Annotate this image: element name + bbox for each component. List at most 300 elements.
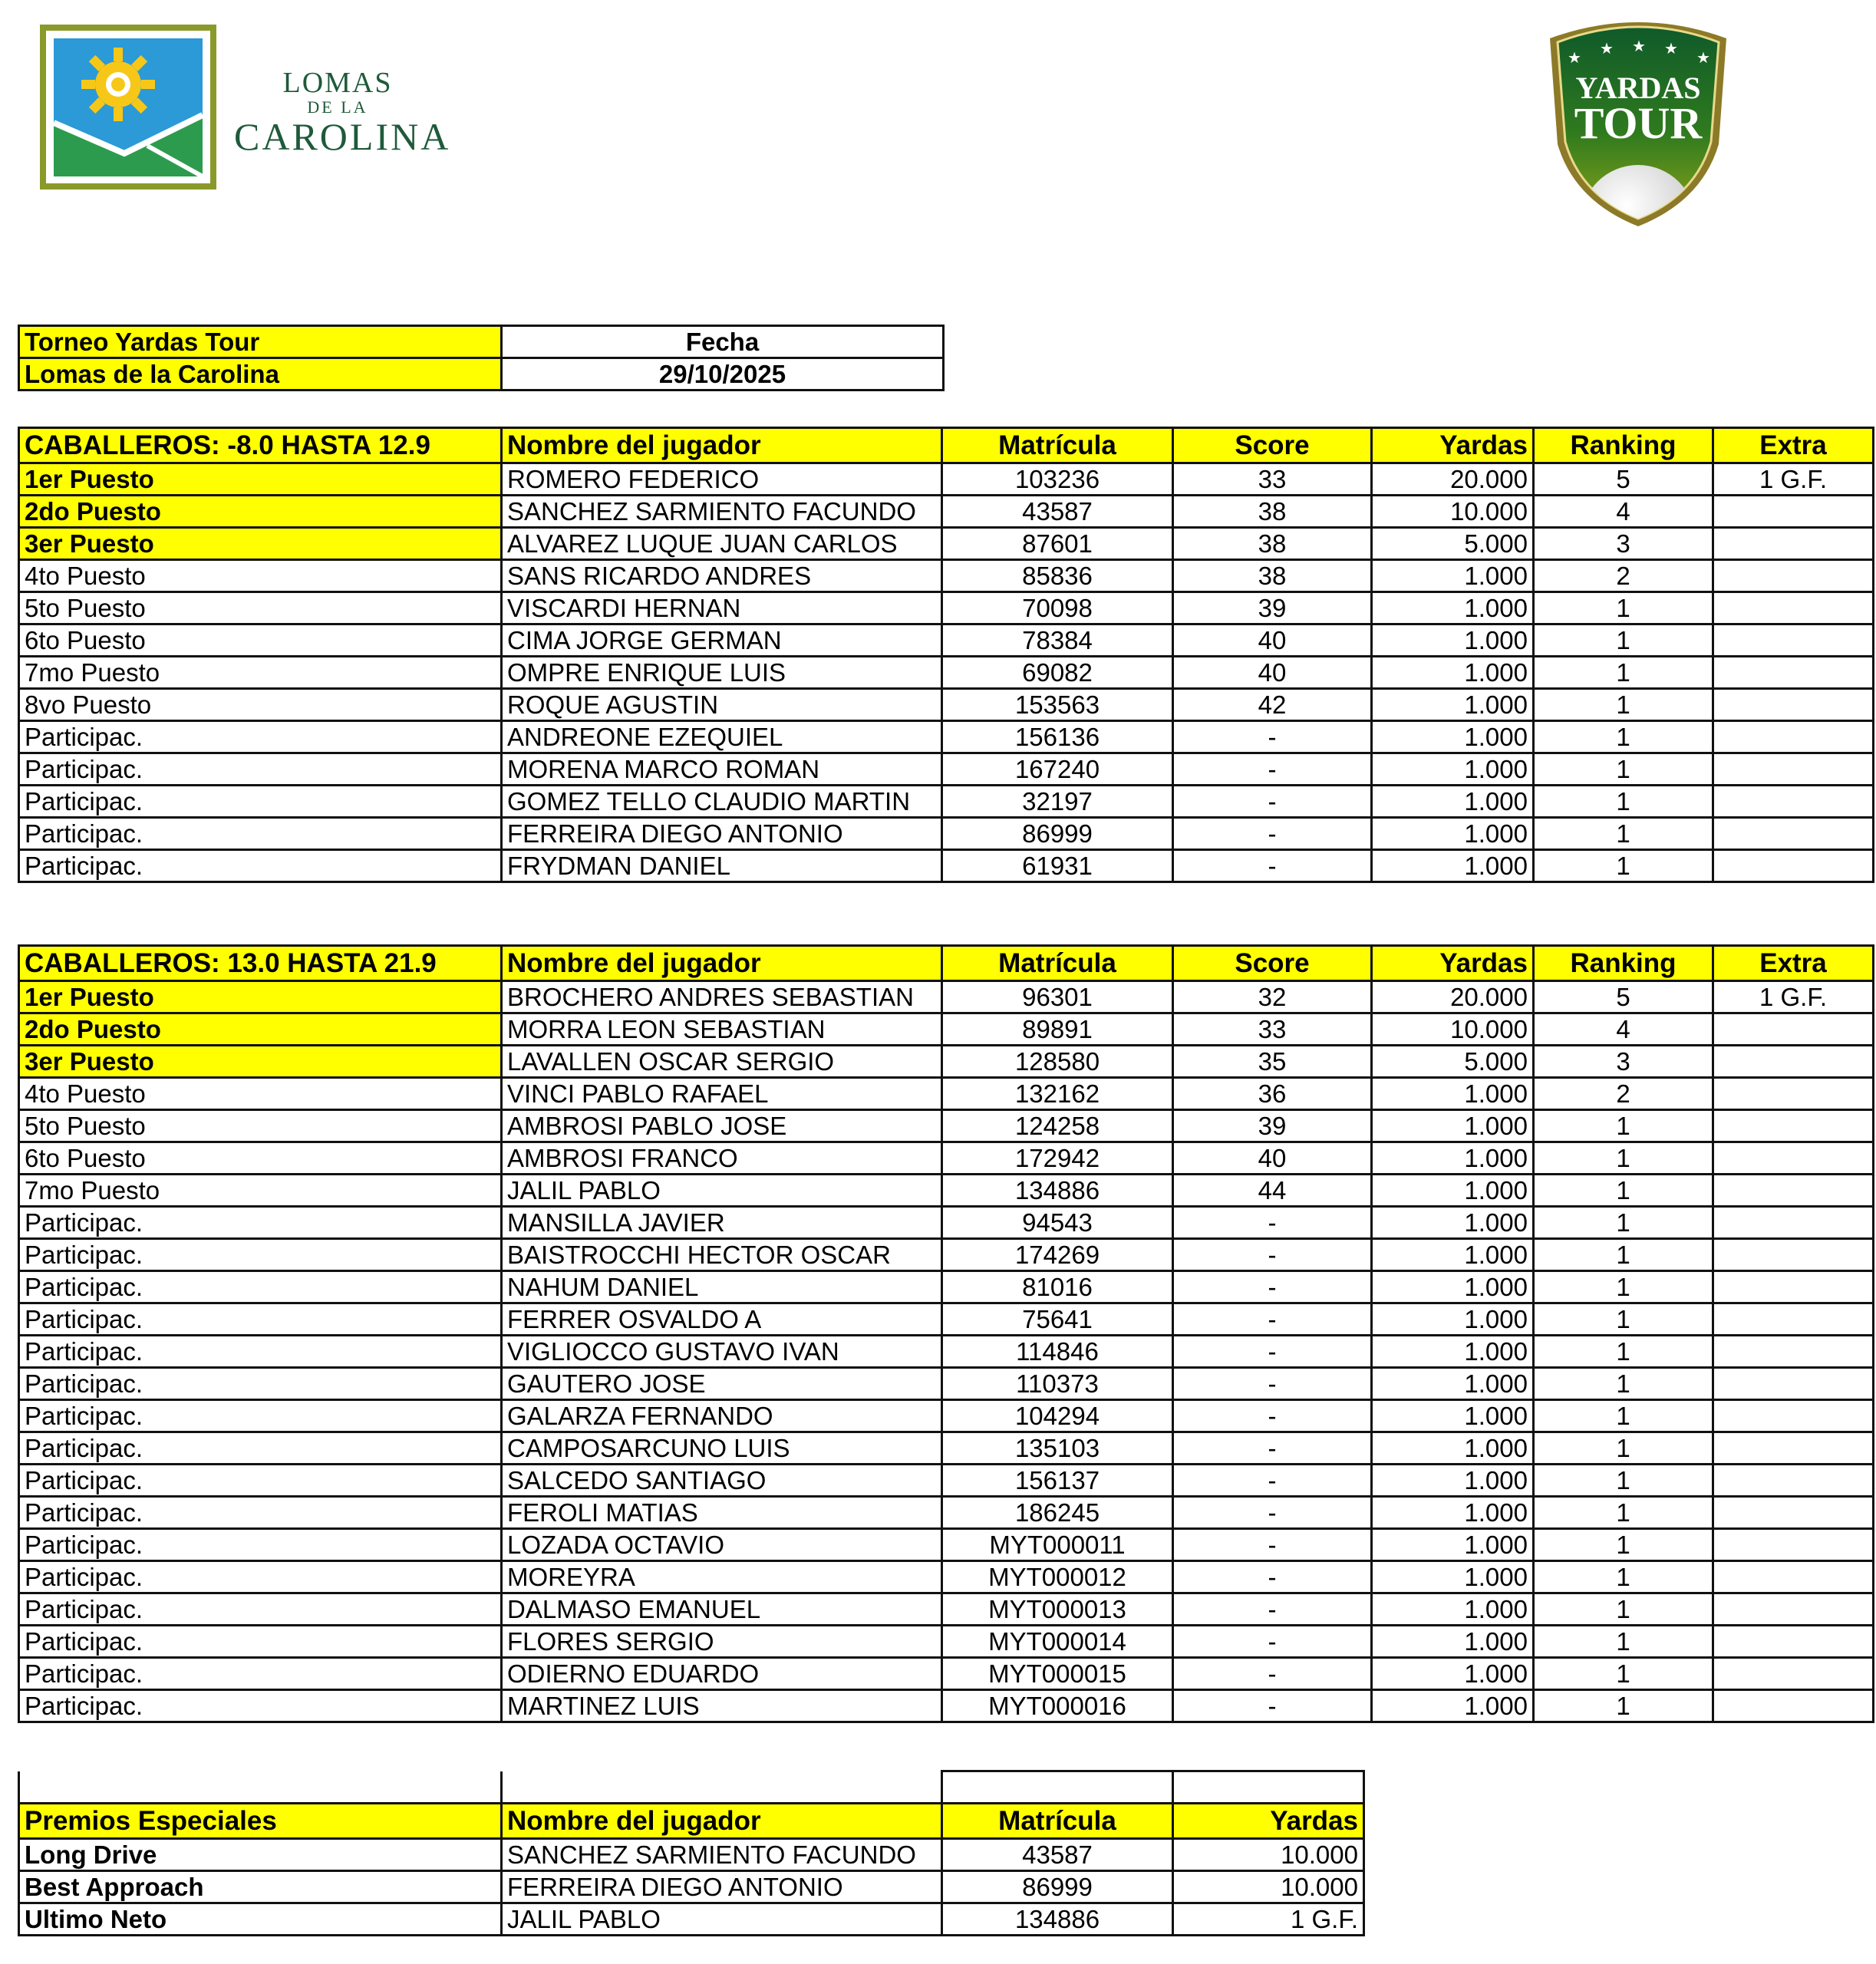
player-score: 38 (1173, 528, 1372, 560)
player-name: VIGLIOCCO GUSTAVO IVAN (502, 1336, 942, 1368)
player-score: 38 (1173, 496, 1372, 528)
player-score: 40 (1173, 1142, 1372, 1175)
player-extra (1713, 818, 1874, 850)
table-row (19, 1078, 1874, 1110)
player-name: ODIERNO EDUARDO (502, 1658, 942, 1690)
player-yardas: 1.000 (1372, 1368, 1534, 1400)
prize-name: Best Approach (19, 1871, 502, 1903)
prize-yardas: 10.000 (1173, 1839, 1364, 1871)
player-ranking: 1 (1534, 1529, 1713, 1561)
table-row (19, 1626, 1874, 1658)
position-label: 8vo Puesto (19, 689, 502, 721)
player-extra (1713, 1690, 1874, 1722)
tournament-header-table (18, 325, 945, 391)
prize-yardas: 10.000 (1173, 1871, 1364, 1903)
player-yardas: 1.000 (1372, 786, 1534, 818)
position-label: 2do Puesto (19, 1013, 502, 1046)
player-matricula: 61931 (942, 850, 1173, 882)
position-label: Participac. (19, 1271, 502, 1303)
player-name: JALIL PABLO (502, 1175, 942, 1207)
player-extra (1713, 1561, 1874, 1593)
player-extra (1713, 1303, 1874, 1336)
player-yardas: 1.000 (1372, 1690, 1534, 1722)
player-matricula: 85836 (942, 560, 1173, 592)
prize-name: Long Drive (19, 1839, 502, 1871)
spacer-cell (19, 1771, 502, 1804)
player-name: FERREIRA DIEGO ANTONIO (502, 1871, 942, 1903)
player-ranking: 1 (1534, 1142, 1713, 1175)
position-label: 7mo Puesto (19, 657, 502, 689)
svg-text:★: ★ (1568, 50, 1581, 67)
player-extra (1713, 528, 1874, 560)
player-yardas: 1.000 (1372, 1561, 1534, 1593)
prize-name: Ultimo Neto (19, 1903, 502, 1936)
table-row (19, 1400, 1874, 1432)
table-row (19, 1303, 1874, 1336)
col-header-matricula: Matrícula (942, 1804, 1173, 1839)
player-matricula: 94543 (942, 1207, 1173, 1239)
player-score: 38 (1173, 560, 1372, 592)
golf-ball-shield-logo-icon (1527, 8, 1749, 230)
player-extra (1713, 1013, 1874, 1046)
player-yardas: 1.000 (1372, 1465, 1534, 1497)
player-name: BROCHERO ANDRES SEBASTIAN (502, 981, 942, 1013)
player-name: GOMEZ TELLO CLAUDIO MARTIN (502, 786, 942, 818)
player-ranking: 1 (1534, 818, 1713, 850)
player-extra (1713, 1497, 1874, 1529)
player-name: LAVALLEN OSCAR SERGIO (502, 1046, 942, 1078)
player-matricula: 43587 (942, 496, 1173, 528)
spacer-row (19, 1771, 1364, 1804)
player-ranking: 1 (1534, 1593, 1713, 1626)
logo-line-2: DE LA (307, 97, 368, 117)
player-yardas: 1.000 (1372, 1078, 1534, 1110)
player-name: FERRER OSVALDO A (502, 1303, 942, 1336)
position-label: 5to Puesto (19, 1110, 502, 1142)
svg-text:★: ★ (1696, 50, 1710, 67)
player-ranking: 1 (1534, 1110, 1713, 1142)
table-row (19, 1046, 1874, 1078)
player-matricula: 156137 (942, 1465, 1173, 1497)
position-label: Participac. (19, 1593, 502, 1626)
col-header-score: Score (1173, 428, 1372, 463)
position-label: 7mo Puesto (19, 1175, 502, 1207)
player-yardas: 1.000 (1372, 689, 1534, 721)
player-name: BAISTROCCHI HECTOR OSCAR (502, 1239, 942, 1271)
player-score: - (1173, 721, 1372, 753)
player-yardas: 1.000 (1372, 1432, 1534, 1465)
player-score: - (1173, 1239, 1372, 1271)
table-row (19, 818, 1874, 850)
player-ranking: 1 (1534, 1368, 1713, 1400)
table-row (19, 1497, 1874, 1529)
table-row (19, 753, 1874, 786)
special-prize-row (19, 1871, 1364, 1903)
player-score: - (1173, 850, 1372, 882)
player-extra (1713, 657, 1874, 689)
player-matricula: MYT000011 (942, 1529, 1173, 1561)
player-ranking: 5 (1534, 463, 1713, 496)
player-name: FLORES SERGIO (502, 1626, 942, 1658)
player-ranking: 1 (1534, 1271, 1713, 1303)
table-row (19, 1368, 1874, 1400)
player-score: - (1173, 753, 1372, 786)
player-name: MANSILLA JAVIER (502, 1207, 942, 1239)
player-name: FRYDMAN DANIEL (502, 850, 942, 882)
player-matricula: 86999 (942, 1871, 1173, 1903)
player-extra (1713, 592, 1874, 624)
position-label: Participac. (19, 1432, 502, 1465)
player-score: - (1173, 1336, 1372, 1368)
svg-text:★: ★ (1632, 38, 1646, 55)
player-matricula: 134886 (942, 1175, 1173, 1207)
player-name: LOZADA OCTAVIO (502, 1529, 942, 1561)
position-label: Participac. (19, 818, 502, 850)
player-matricula: 103236 (942, 463, 1173, 496)
position-label: Participac. (19, 1690, 502, 1722)
player-yardas: 1.000 (1372, 624, 1534, 657)
table-row (19, 1658, 1874, 1690)
player-yardas: 1.000 (1372, 1593, 1534, 1626)
player-yardas: 1.000 (1372, 1658, 1534, 1690)
player-name: OMPRE ENRIQUE LUIS (502, 657, 942, 689)
player-extra (1713, 1432, 1874, 1465)
player-score: - (1173, 1368, 1372, 1400)
player-name: MORENA MARCO ROMAN (502, 753, 942, 786)
player-ranking: 1 (1534, 1497, 1713, 1529)
player-score: 35 (1173, 1046, 1372, 1078)
player-matricula: 174269 (942, 1239, 1173, 1271)
player-score: 33 (1173, 463, 1372, 496)
player-name: JALIL PABLO (502, 1903, 942, 1936)
player-ranking: 4 (1534, 496, 1713, 528)
player-name: VINCI PABLO RAFAEL (502, 1078, 942, 1110)
position-label: Participac. (19, 721, 502, 753)
logo-line-1: LOMAS (282, 67, 393, 99)
table-row (19, 560, 1874, 592)
player-extra (1713, 1207, 1874, 1239)
player-extra (1713, 1142, 1874, 1175)
player-yardas: 10.000 (1372, 1013, 1534, 1046)
player-matricula: 132162 (942, 1078, 1173, 1110)
table-header-row (19, 428, 1874, 463)
player-ranking: 1 (1534, 689, 1713, 721)
table-row (19, 1336, 1874, 1368)
player-score: - (1173, 818, 1372, 850)
position-label: Participac. (19, 1497, 502, 1529)
player-name: NAHUM DANIEL (502, 1271, 942, 1303)
table-row (19, 689, 1874, 721)
position-label: Participac. (19, 1626, 502, 1658)
player-extra (1713, 1078, 1874, 1110)
player-score: - (1173, 1465, 1372, 1497)
player-matricula: 78384 (942, 624, 1173, 657)
player-score: - (1173, 1626, 1372, 1658)
table-row (19, 1561, 1874, 1593)
yardas-logo-line-1: YARDAS (1575, 71, 1701, 105)
player-name: MORRA LEON SEBASTIAN (502, 1013, 942, 1046)
player-yardas: 5.000 (1372, 528, 1534, 560)
player-matricula: 104294 (942, 1400, 1173, 1432)
player-yardas: 1.000 (1372, 818, 1534, 850)
player-score: - (1173, 1207, 1372, 1239)
player-yardas: 1.000 (1372, 592, 1534, 624)
player-score: - (1173, 1529, 1372, 1561)
player-matricula: 114846 (942, 1336, 1173, 1368)
spacer-cell (502, 1771, 942, 1804)
special-prize-row (19, 1903, 1364, 1936)
special-prizes-title: Premios Especiales (19, 1804, 502, 1839)
player-name: FEROLI MATIAS (502, 1497, 942, 1529)
player-yardas: 1.000 (1372, 1271, 1534, 1303)
table-row (19, 624, 1874, 657)
player-extra (1713, 721, 1874, 753)
player-extra (1713, 1465, 1874, 1497)
position-label: Participac. (19, 1561, 502, 1593)
player-yardas: 20.000 (1372, 981, 1534, 1013)
player-extra (1713, 753, 1874, 786)
player-matricula: MYT000015 (942, 1658, 1173, 1690)
player-score: 42 (1173, 689, 1372, 721)
player-ranking: 1 (1534, 1207, 1713, 1239)
lomas-logo-wordmark (234, 67, 451, 158)
player-extra (1713, 1658, 1874, 1690)
spacer-cell (942, 1771, 1173, 1804)
position-label: Participac. (19, 1368, 502, 1400)
player-matricula: 124258 (942, 1110, 1173, 1142)
position-label: Participac. (19, 786, 502, 818)
player-matricula: MYT000014 (942, 1626, 1173, 1658)
player-ranking: 1 (1534, 850, 1713, 882)
table-row (19, 1271, 1874, 1303)
player-yardas: 1.000 (1372, 1239, 1534, 1271)
logo-line-3: CAROLINA (234, 115, 451, 158)
player-matricula: MYT000013 (942, 1593, 1173, 1626)
player-ranking: 1 (1534, 1626, 1713, 1658)
table-row (19, 1432, 1874, 1465)
player-matricula: 89891 (942, 1013, 1173, 1046)
player-yardas: 1.000 (1372, 1207, 1534, 1239)
player-matricula: 153563 (942, 689, 1173, 721)
player-yardas: 1.000 (1372, 1303, 1534, 1336)
player-ranking: 1 (1534, 657, 1713, 689)
position-label: Participac. (19, 1658, 502, 1690)
position-label: Participac. (19, 1529, 502, 1561)
position-label: 5to Puesto (19, 592, 502, 624)
position-label: Participac. (19, 850, 502, 882)
position-label: 1er Puesto (19, 981, 502, 1013)
player-yardas: 1.000 (1372, 721, 1534, 753)
tournament-name: Torneo Yardas Tour (19, 326, 502, 358)
player-yardas: 1.000 (1372, 560, 1534, 592)
player-extra (1713, 1336, 1874, 1368)
player-matricula: 186245 (942, 1497, 1173, 1529)
player-matricula: 69082 (942, 657, 1173, 689)
venue-name: Lomas de la Carolina (19, 358, 502, 390)
player-yardas: 1.000 (1372, 1497, 1534, 1529)
player-extra (1713, 1175, 1874, 1207)
player-name: SANCHEZ SARMIENTO FACUNDO (502, 1839, 942, 1871)
category-title: CABALLEROS: 13.0 HASTA 21.9 (19, 946, 502, 981)
player-matricula: 70098 (942, 592, 1173, 624)
col-header-ranking: Ranking (1534, 946, 1713, 981)
player-score: 33 (1173, 1013, 1372, 1046)
position-label: Participac. (19, 1207, 502, 1239)
yardas-logo-line-2: TOUR (1574, 98, 1703, 148)
player-name: AMBROSI PABLO JOSE (502, 1110, 942, 1142)
position-label: 2do Puesto (19, 496, 502, 528)
player-ranking: 1 (1534, 1432, 1713, 1465)
player-score: - (1173, 786, 1372, 818)
svg-text:★: ★ (1664, 41, 1678, 58)
player-matricula: 32197 (942, 786, 1173, 818)
table-row (19, 1690, 1874, 1722)
table-header-row (19, 1804, 1364, 1839)
col-header-extra: Extra (1713, 428, 1874, 463)
player-yardas: 1.000 (1372, 657, 1534, 689)
table-row (19, 1239, 1874, 1271)
player-matricula: 110373 (942, 1368, 1173, 1400)
table-row (19, 592, 1874, 624)
results-table-category-1 (18, 427, 1874, 883)
player-matricula: 172942 (942, 1142, 1173, 1175)
position-label: Participac. (19, 1336, 502, 1368)
player-matricula: 43587 (942, 1839, 1173, 1871)
player-score: - (1173, 1303, 1372, 1336)
player-yardas: 1.000 (1372, 753, 1534, 786)
player-name: MARTINEZ LUIS (502, 1690, 942, 1722)
player-extra (1713, 496, 1874, 528)
player-extra (1713, 624, 1874, 657)
player-extra (1713, 850, 1874, 882)
table-row (19, 721, 1874, 753)
position-label: 6to Puesto (19, 624, 502, 657)
player-yardas: 1.000 (1372, 1336, 1534, 1368)
player-score: 40 (1173, 657, 1372, 689)
player-matricula: 86999 (942, 818, 1173, 850)
player-ranking: 2 (1534, 1078, 1713, 1110)
player-extra (1713, 1110, 1874, 1142)
player-yardas: 5.000 (1372, 1046, 1534, 1078)
player-score: - (1173, 1271, 1372, 1303)
col-header-matricula: Matrícula (942, 946, 1173, 981)
position-label: 4to Puesto (19, 1078, 502, 1110)
player-ranking: 2 (1534, 560, 1713, 592)
position-label: Participac. (19, 753, 502, 786)
player-name: ROQUE AGUSTIN (502, 689, 942, 721)
player-score: 39 (1173, 1110, 1372, 1142)
player-score: - (1173, 1400, 1372, 1432)
player-matricula: 87601 (942, 528, 1173, 560)
player-matricula: 134886 (942, 1903, 1173, 1936)
player-score: - (1173, 1561, 1372, 1593)
player-extra (1713, 1593, 1874, 1626)
table-row (19, 528, 1874, 560)
player-yardas: 1.000 (1372, 1400, 1534, 1432)
position-label: 3er Puesto (19, 1046, 502, 1078)
table-row (19, 463, 1874, 496)
position-label: Participac. (19, 1465, 502, 1497)
player-score: - (1173, 1497, 1372, 1529)
player-yardas: 1.000 (1372, 1110, 1534, 1142)
col-header-name: Nombre del jugador (502, 946, 942, 981)
table-row (19, 1142, 1874, 1175)
position-label: Participac. (19, 1400, 502, 1432)
player-ranking: 1 (1534, 1465, 1713, 1497)
player-extra (1713, 1400, 1874, 1432)
position-label: 6to Puesto (19, 1142, 502, 1175)
player-name: ROMERO FEDERICO (502, 463, 942, 496)
table-row (19, 981, 1874, 1013)
player-name: CIMA JORGE GERMAN (502, 624, 942, 657)
date-value: 29/10/2025 (502, 358, 944, 390)
table-row (19, 1593, 1874, 1626)
position-label: Participac. (19, 1239, 502, 1271)
player-extra (1713, 1271, 1874, 1303)
player-ranking: 1 (1534, 1175, 1713, 1207)
player-name: SALCEDO SANTIAGO (502, 1465, 942, 1497)
player-ranking: 1 (1534, 1400, 1713, 1432)
col-header-name: Nombre del jugador (502, 1804, 942, 1839)
table-row (19, 1110, 1874, 1142)
player-name: SANCHEZ SARMIENTO FACUNDO (502, 496, 942, 528)
player-score: 40 (1173, 624, 1372, 657)
player-yardas: 1.000 (1372, 1626, 1534, 1658)
player-name: FERREIRA DIEGO ANTONIO (502, 818, 942, 850)
player-score: - (1173, 1658, 1372, 1690)
player-ranking: 1 (1534, 624, 1713, 657)
player-yardas: 10.000 (1372, 496, 1534, 528)
player-matricula: 128580 (942, 1046, 1173, 1078)
col-header-ranking: Ranking (1534, 428, 1713, 463)
player-matricula: MYT000012 (942, 1561, 1173, 1593)
table-row (19, 850, 1874, 882)
player-yardas: 1.000 (1372, 850, 1534, 882)
player-matricula: 135103 (942, 1432, 1173, 1465)
table-row (19, 1465, 1874, 1497)
player-name: MOREYRA (502, 1561, 942, 1593)
player-name: ALVAREZ LUQUE JUAN CARLOS (502, 528, 942, 560)
col-header-yardas: Yardas (1372, 946, 1534, 981)
player-ranking: 1 (1534, 1658, 1713, 1690)
player-score: - (1173, 1690, 1372, 1722)
position-label: Participac. (19, 1303, 502, 1336)
player-score: - (1173, 1432, 1372, 1465)
prize-yardas: 1 G.F. (1173, 1903, 1364, 1936)
player-ranking: 1 (1534, 721, 1713, 753)
player-ranking: 1 (1534, 1303, 1713, 1336)
col-header-score: Score (1173, 946, 1372, 981)
player-score: 44 (1173, 1175, 1372, 1207)
player-extra (1713, 1626, 1874, 1658)
player-matricula: MYT000016 (942, 1690, 1173, 1722)
special-prize-row (19, 1839, 1364, 1871)
player-extra (1713, 560, 1874, 592)
date-label: Fecha (502, 326, 944, 358)
player-yardas: 1.000 (1372, 1175, 1534, 1207)
player-extra (1713, 1529, 1874, 1561)
player-extra: 1 G.F. (1713, 463, 1874, 496)
player-ranking: 1 (1534, 786, 1713, 818)
player-extra: 1 G.F. (1713, 981, 1874, 1013)
table-row (19, 496, 1874, 528)
category-title: CABALLEROS: -8.0 HASTA 12.9 (19, 428, 502, 463)
player-yardas: 20.000 (1372, 463, 1534, 496)
player-name: CAMPOSARCUNO LUIS (502, 1432, 942, 1465)
player-ranking: 3 (1534, 528, 1713, 560)
player-matricula: 75641 (942, 1303, 1173, 1336)
player-score: 32 (1173, 981, 1372, 1013)
